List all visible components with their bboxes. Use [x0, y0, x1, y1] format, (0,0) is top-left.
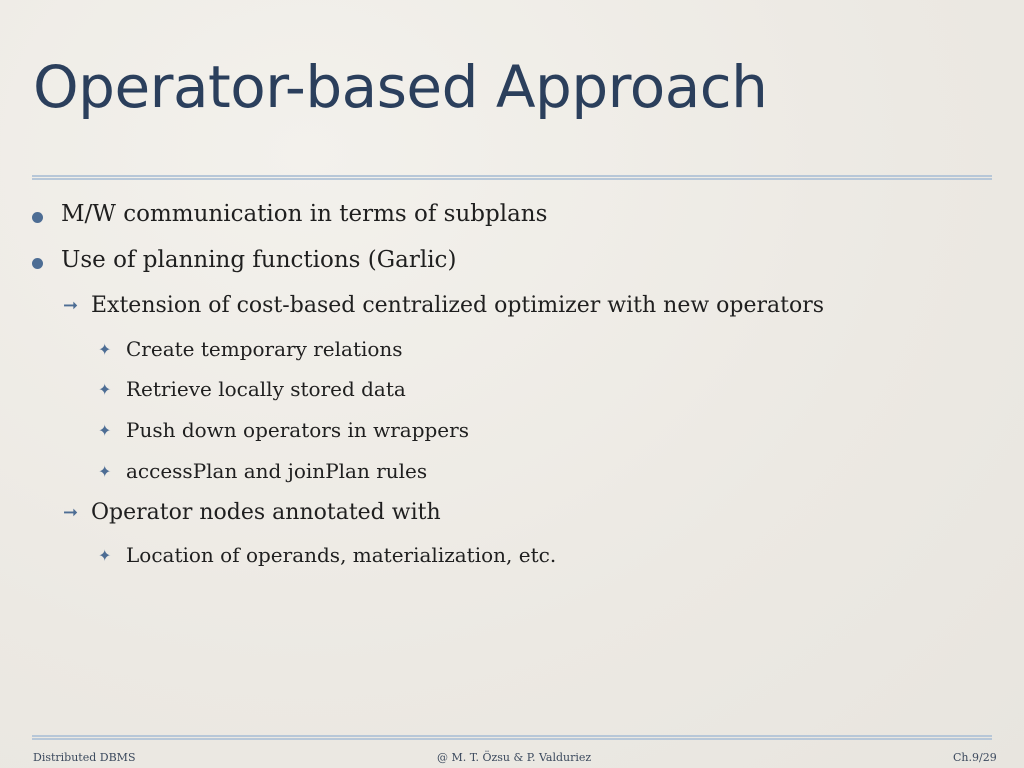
bullet-item: Create temporary relations: [126, 337, 403, 361]
bullet-item: Push down operators in wrappers: [126, 418, 469, 442]
bullet-item: Extension of cost-based centralized optimizer with new operators: [91, 293, 825, 318]
bullet-item: Use of planning functions (Garlic): [61, 247, 457, 273]
footer-course: Distributed DBMS: [33, 751, 136, 764]
star-icon: ✦: [98, 546, 112, 565]
bullet-item: M/W communication in terms of subplans: [61, 201, 548, 227]
star-icon: ✦: [98, 462, 112, 481]
dot-icon: [32, 208, 43, 227]
bullet-item: Operator nodes annotated with: [91, 500, 441, 525]
star-icon: ✦: [98, 340, 112, 359]
bullet-item: accessPlan and joinPlan rules: [126, 459, 428, 483]
bullet-item: Retrieve locally stored data: [126, 377, 406, 401]
footer-authors: @ M. T. Özsu & P. Valduriez: [437, 751, 592, 764]
dot-icon: [32, 254, 43, 273]
star-icon: ✦: [98, 421, 112, 440]
star-icon: ✦: [98, 380, 112, 399]
slide-title: Operator-based Approach: [33, 53, 768, 121]
arrow-icon: ➞: [63, 502, 79, 523]
arrow-icon: ➞: [63, 295, 79, 316]
bullet-item: Location of operands, materialization, etc.: [126, 543, 557, 567]
footer-page-number: Ch.9/29: [953, 751, 997, 764]
title-divider: [32, 175, 992, 180]
footer-divider: [32, 735, 992, 740]
